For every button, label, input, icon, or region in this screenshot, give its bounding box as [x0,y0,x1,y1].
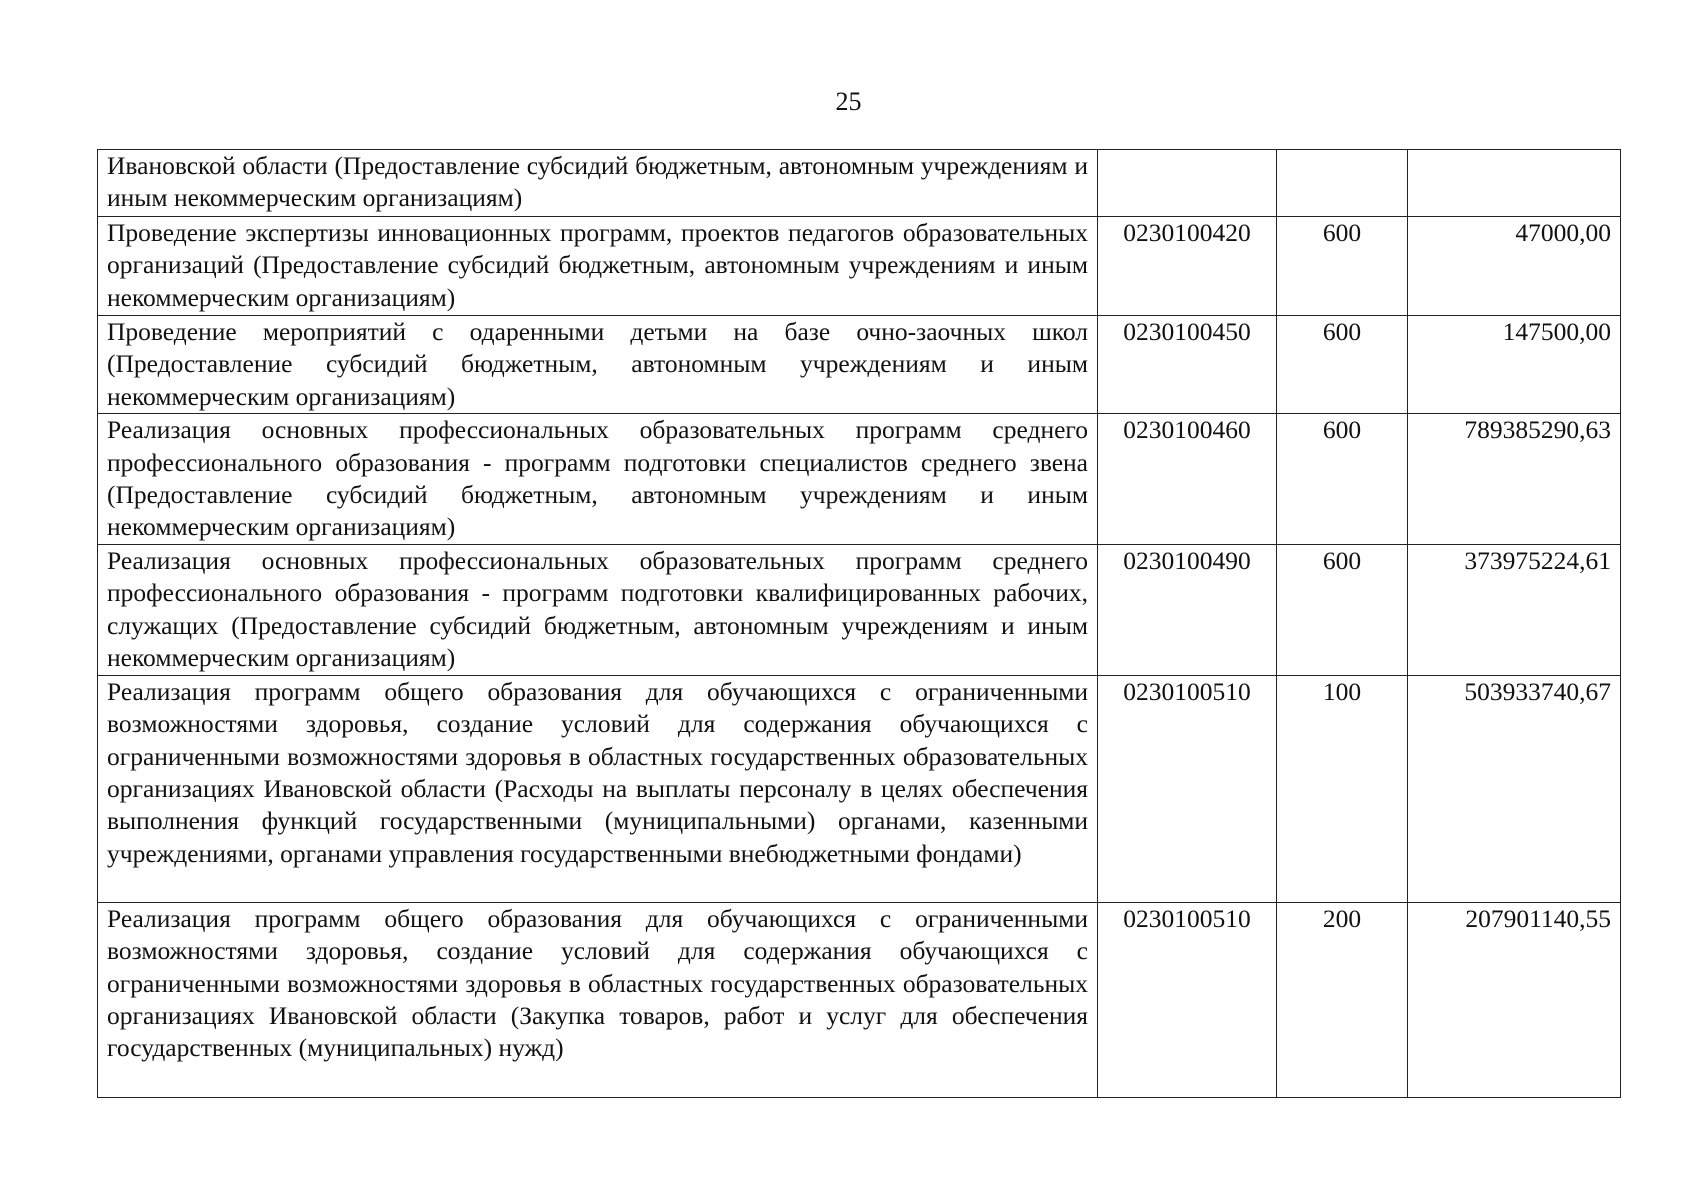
row-expense-type: 600 [1277,217,1408,316]
table-row [98,217,1621,316]
row-description: Проведение экспертизы инновационных программ, проектов педагогов образовательных организаций (Предоставление субсидий бюджетным, автономным учреждениям и иным некоммерческим организациям) [98,217,1098,316]
row-expense-type: 600 [1277,544,1408,675]
row-expense-type: 100 [1277,675,1408,902]
row-amount: 147500,00 [1408,316,1621,414]
row-target-article: 0230100450 [1098,316,1277,414]
table-row [98,544,1621,675]
row-amount: 47000,00 [1408,217,1621,316]
row-expense-type [1277,150,1408,217]
row-target-article: 0230100510 [1098,902,1277,1097]
page-number: 25 [835,87,862,116]
row-expense-type: 200 [1277,902,1408,1097]
row-description: Проведение мероприятий с одаренными детьми на базе очно-заочных школ (Предоставление субсидий бюджетным, автономным учреждениям и иным некоммерческим организациям) [98,316,1098,414]
row-target-article: 0230100510 [1098,675,1277,902]
row-target-article [1098,150,1277,217]
budget-table [97,149,1621,1098]
table-row [98,675,1621,902]
row-target-article: 0230100490 [1098,544,1277,675]
row-expense-type: 600 [1277,316,1408,414]
row-expense-type: 600 [1277,414,1408,545]
row-amount: 373975224,61 [1408,544,1621,675]
row-target-article: 0230100460 [1098,414,1277,545]
table-row [98,150,1621,217]
row-amount: 789385290,63 [1408,414,1621,545]
row-target-article: 0230100420 [1098,217,1277,316]
row-description: Реализация основных профессиональных образовательных программ среднего профессионального образования - программ подготовки квалифицированных рабочих, служащих (Предоставление субсидий бюджетным, автономным учреждениям и иным некоммерческим организациям) [98,544,1098,675]
row-description: Реализация программ общего образования для обучающихся с ограниченными возможностями здоровья, создание условий для содержания обучающихся с ограниченными возможностями здоровья в областных государственных образовательных организациях Ивановской области (Закупка товаров, работ и услуг для обеспечения государственных (муниципальных) нужд) [98,902,1098,1097]
row-amount: 207901140,55 [1408,902,1621,1097]
row-description: Реализация программ общего образования для обучающихся с ограниченными возможностями здоровья, создание условий для содержания обучающихся с ограниченными возможностями здоровья в областных государственных образовательных организациях Ивановской области (Расходы на выплаты персоналу в целях обеспечения выполнения функций государственными (муниципальными) органами, казенными учреждениями, органами управления государственными внебюджетными фондами) [98,675,1098,902]
table-row [98,316,1621,414]
table-row [98,902,1621,1097]
row-amount [1408,150,1621,217]
table-row [98,414,1621,545]
row-description: Реализация основных профессиональных образовательных программ среднего профессионального образования - программ подготовки специалистов среднего звена (Предоставление субсидий бюджетным, автономным учреждениям и иным некоммерческим организациям) [98,414,1098,545]
row-amount: 503933740,67 [1408,675,1621,902]
row-description: Ивановской области (Предоставление субсидий бюджетным, автономным учреждениям и иным некоммерческим организациям) [98,150,1098,217]
